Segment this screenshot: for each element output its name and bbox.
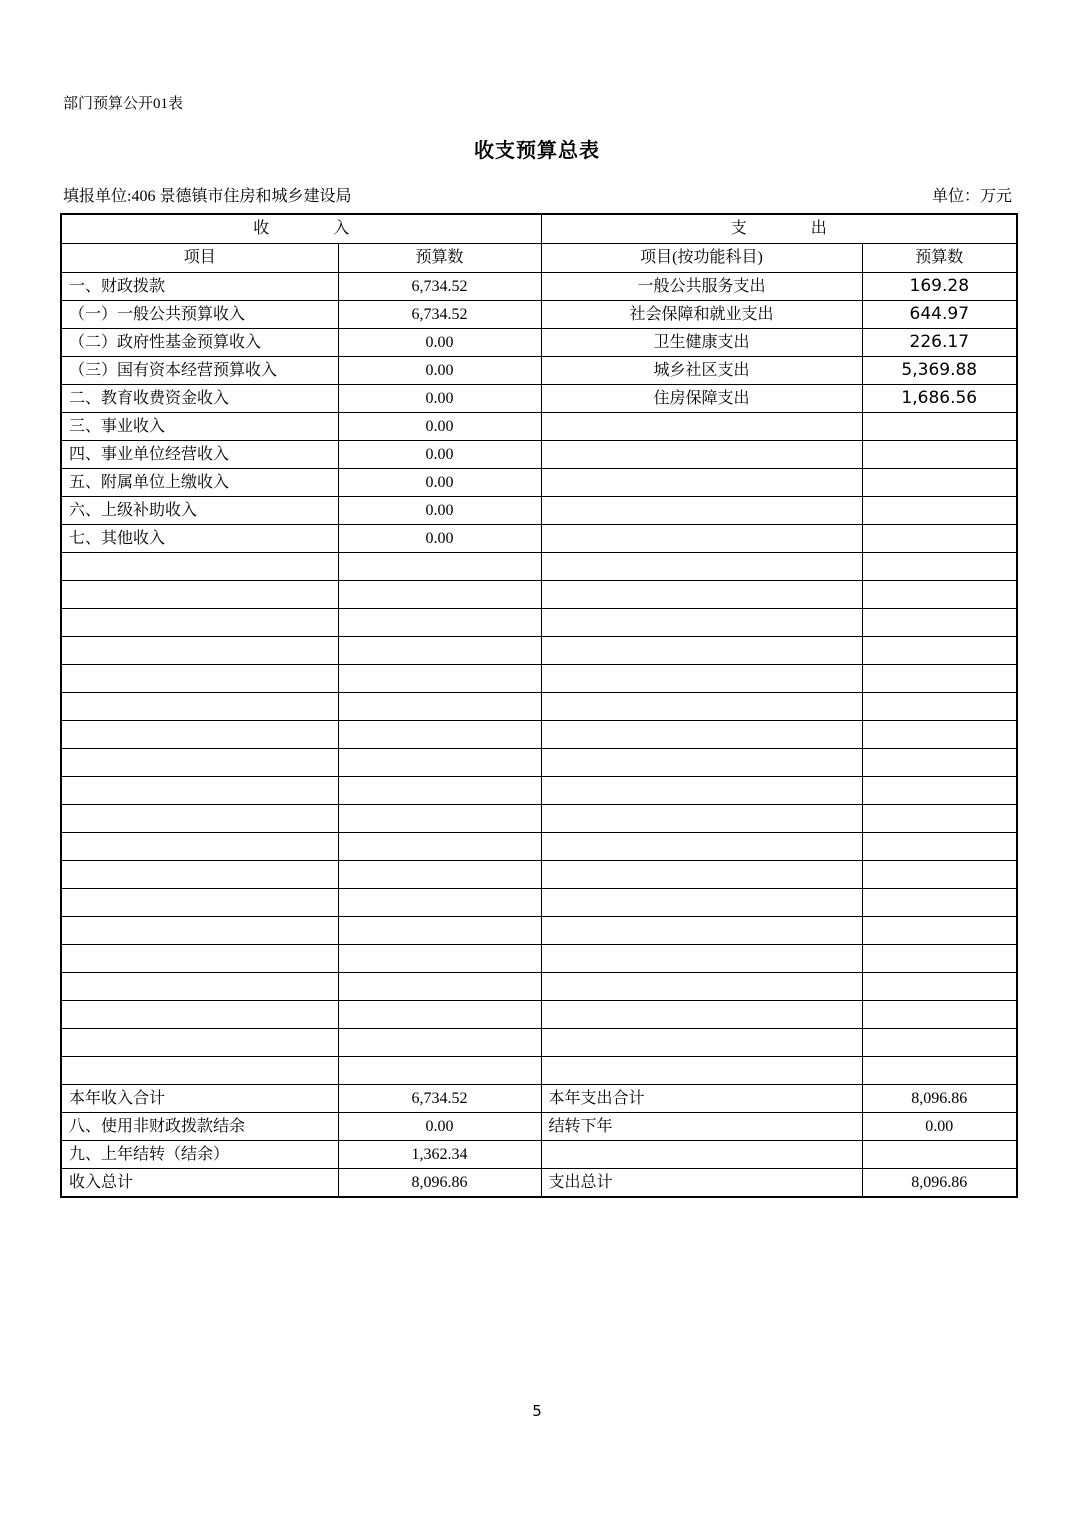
income-item-cell: 一、财政拨款 bbox=[61, 273, 338, 301]
expense-budget-cell bbox=[862, 525, 1017, 553]
income-budget-cell bbox=[338, 581, 541, 609]
table-body bbox=[61, 273, 1017, 1198]
income-item-cell: 二、教育收费资金收入 bbox=[61, 385, 338, 413]
expense-item-cell bbox=[541, 833, 862, 861]
income-item-cell bbox=[61, 973, 338, 1001]
income-item-cell bbox=[61, 553, 338, 581]
empty-row bbox=[61, 637, 1017, 665]
empty-row bbox=[61, 777, 1017, 805]
income-item-cell bbox=[61, 889, 338, 917]
empty-row bbox=[61, 917, 1017, 945]
expense-budget-cell bbox=[862, 1141, 1017, 1169]
empty-row bbox=[61, 973, 1017, 1001]
expense-budget-cell bbox=[862, 973, 1017, 1001]
income-item-cell: 九、上年结转（结余） bbox=[61, 1141, 338, 1169]
table-row bbox=[61, 329, 1017, 357]
column-header-income-budget: 预算数 bbox=[338, 244, 541, 273]
income-budget-cell: 0.00 bbox=[338, 385, 541, 413]
income-item-cell bbox=[61, 1057, 338, 1085]
income-item-cell: （三）国有资本经营预算收入 bbox=[61, 357, 338, 385]
column-header-row bbox=[61, 244, 1017, 273]
table-row bbox=[61, 441, 1017, 469]
income-budget-cell bbox=[338, 721, 541, 749]
income-item-cell bbox=[61, 1001, 338, 1029]
income-item-cell: 四、事业单位经营收入 bbox=[61, 441, 338, 469]
expense-item-cell bbox=[541, 917, 862, 945]
page-title: 收支预算总表 bbox=[474, 140, 600, 162]
expense-item-cell bbox=[541, 805, 862, 833]
income-item-cell: 五、附属单位上缴收入 bbox=[61, 469, 338, 497]
expense-item-cell bbox=[541, 553, 862, 581]
expense-budget-cell bbox=[862, 917, 1017, 945]
expense-budget-cell bbox=[862, 805, 1017, 833]
expense-item-cell bbox=[541, 581, 862, 609]
empty-row bbox=[61, 693, 1017, 721]
table-row bbox=[61, 1085, 1017, 1113]
expense-item-cell: 支出总计 bbox=[541, 1169, 862, 1198]
income-budget-cell bbox=[338, 693, 541, 721]
expense-budget-cell bbox=[862, 1057, 1017, 1085]
expense-item-cell bbox=[541, 777, 862, 805]
income-budget-cell: 0.00 bbox=[338, 413, 541, 441]
expense-item-cell bbox=[541, 413, 862, 441]
empty-row bbox=[61, 861, 1017, 889]
expense-item-cell bbox=[541, 945, 862, 973]
expense-budget-cell bbox=[862, 721, 1017, 749]
income-budget-cell bbox=[338, 973, 541, 1001]
income-item-cell bbox=[61, 805, 338, 833]
income-item-cell: 七、其他收入 bbox=[61, 525, 338, 553]
income-budget-cell: 0.00 bbox=[338, 357, 541, 385]
income-item-cell bbox=[61, 833, 338, 861]
income-budget-cell bbox=[338, 1057, 541, 1085]
expense-budget-cell bbox=[862, 609, 1017, 637]
expense-item-cell bbox=[541, 973, 862, 1001]
income-item-cell bbox=[61, 609, 338, 637]
expense-budget-cell: 644.97 bbox=[862, 301, 1017, 329]
income-item-cell bbox=[61, 721, 338, 749]
empty-row bbox=[61, 805, 1017, 833]
expense-item-cell bbox=[541, 497, 862, 525]
group-header-row bbox=[61, 214, 1017, 244]
empty-row bbox=[61, 1001, 1017, 1029]
expense-budget-cell bbox=[862, 693, 1017, 721]
income-budget-cell: 0.00 bbox=[338, 1113, 541, 1141]
group-header-income: 收 入 bbox=[61, 214, 541, 244]
page-number: 5 bbox=[532, 1402, 542, 1420]
meta-row bbox=[63, 183, 1012, 206]
table-row bbox=[61, 525, 1017, 553]
expense-item-cell bbox=[541, 525, 862, 553]
expense-budget-cell bbox=[862, 1029, 1017, 1057]
income-budget-cell: 0.00 bbox=[338, 469, 541, 497]
income-budget-cell: 0.00 bbox=[338, 441, 541, 469]
unit-note: 单位：万元 bbox=[931, 188, 1012, 205]
expense-item-cell: 卫生健康支出 bbox=[541, 329, 862, 357]
empty-row bbox=[61, 609, 1017, 637]
expense-item-cell bbox=[541, 637, 862, 665]
expense-budget-cell bbox=[862, 665, 1017, 693]
expense-budget-cell: 8,096.86 bbox=[862, 1169, 1017, 1198]
expense-budget-cell bbox=[862, 441, 1017, 469]
income-budget-cell bbox=[338, 889, 541, 917]
income-budget-cell bbox=[338, 805, 541, 833]
expense-budget-cell bbox=[862, 413, 1017, 441]
expense-budget-cell: 169.28 bbox=[862, 273, 1017, 301]
expense-item-cell: 本年支出合计 bbox=[541, 1085, 862, 1113]
empty-row bbox=[61, 581, 1017, 609]
expense-budget-cell: 226.17 bbox=[862, 329, 1017, 357]
expense-item-cell bbox=[541, 1057, 862, 1085]
income-budget-cell bbox=[338, 1029, 541, 1057]
income-budget-cell: 1,362.34 bbox=[338, 1141, 541, 1169]
income-item-cell bbox=[61, 861, 338, 889]
expense-budget-cell bbox=[862, 469, 1017, 497]
income-budget-cell bbox=[338, 637, 541, 665]
income-budget-cell bbox=[338, 609, 541, 637]
expense-budget-cell bbox=[862, 777, 1017, 805]
expense-item-cell bbox=[541, 889, 862, 917]
table-head bbox=[61, 214, 1017, 273]
column-header-income-item: 项目 bbox=[61, 244, 338, 273]
expense-item-cell bbox=[541, 441, 862, 469]
expense-budget-cell bbox=[862, 861, 1017, 889]
income-budget-cell: 6,734.52 bbox=[338, 273, 541, 301]
expense-budget-cell bbox=[862, 497, 1017, 525]
income-item-cell: 收入总计 bbox=[61, 1169, 338, 1198]
income-budget-cell bbox=[338, 1001, 541, 1029]
income-budget-cell bbox=[338, 861, 541, 889]
income-budget-cell bbox=[338, 665, 541, 693]
income-budget-cell bbox=[338, 945, 541, 973]
income-budget-cell bbox=[338, 917, 541, 945]
expense-budget-cell: 0.00 bbox=[862, 1113, 1017, 1141]
expense-item-cell bbox=[541, 469, 862, 497]
expense-item-cell: 社会保障和就业支出 bbox=[541, 301, 862, 329]
empty-row bbox=[61, 889, 1017, 917]
income-item-cell bbox=[61, 581, 338, 609]
expense-item-cell bbox=[541, 609, 862, 637]
expense-item-cell bbox=[541, 1141, 862, 1169]
income-item-cell bbox=[61, 917, 338, 945]
table-row bbox=[61, 497, 1017, 525]
empty-row bbox=[61, 553, 1017, 581]
expense-item-cell bbox=[541, 665, 862, 693]
income-item-cell: 本年收入合计 bbox=[61, 1085, 338, 1113]
income-budget-cell: 0.00 bbox=[338, 329, 541, 357]
income-item-cell bbox=[61, 749, 338, 777]
table-row bbox=[61, 469, 1017, 497]
income-budget-cell: 0.00 bbox=[338, 525, 541, 553]
expense-budget-cell: 5,369.88 bbox=[862, 357, 1017, 385]
expense-budget-cell bbox=[862, 553, 1017, 581]
income-item-cell bbox=[61, 665, 338, 693]
table-row bbox=[61, 1169, 1017, 1198]
income-item-cell: 三、事业收入 bbox=[61, 413, 338, 441]
expense-item-cell bbox=[541, 1001, 862, 1029]
income-budget-cell bbox=[338, 553, 541, 581]
empty-row bbox=[61, 665, 1017, 693]
empty-row bbox=[61, 721, 1017, 749]
expense-item-cell bbox=[541, 749, 862, 777]
income-item-cell: 六、上级补助收入 bbox=[61, 497, 338, 525]
table-row bbox=[61, 413, 1017, 441]
income-budget-cell: 0.00 bbox=[338, 497, 541, 525]
empty-row bbox=[61, 833, 1017, 861]
empty-row bbox=[61, 945, 1017, 973]
expense-budget-cell bbox=[862, 945, 1017, 973]
empty-row bbox=[61, 749, 1017, 777]
income-item-cell bbox=[61, 693, 338, 721]
income-item-cell: 八、使用非财政拨款结余 bbox=[61, 1113, 338, 1141]
expense-budget-cell bbox=[862, 637, 1017, 665]
reporting-unit: 填报单位:406 景德镇市住房和城乡建设局 bbox=[63, 188, 352, 205]
income-budget-cell: 6,734.52 bbox=[338, 1085, 541, 1113]
expense-budget-cell bbox=[862, 1001, 1017, 1029]
expense-item-cell: 结转下年 bbox=[541, 1113, 862, 1141]
expense-item-cell: 一般公共服务支出 bbox=[541, 273, 862, 301]
income-budget-cell: 6,734.52 bbox=[338, 301, 541, 329]
empty-row bbox=[61, 1057, 1017, 1085]
table-row bbox=[61, 1113, 1017, 1141]
table-row bbox=[61, 1141, 1017, 1169]
expense-budget-cell: 8,096.86 bbox=[862, 1085, 1017, 1113]
income-item-cell bbox=[61, 637, 338, 665]
expense-budget-cell bbox=[862, 749, 1017, 777]
table-row bbox=[61, 357, 1017, 385]
expense-budget-cell bbox=[862, 581, 1017, 609]
doc-label: 部门预算公开01表 bbox=[63, 96, 184, 112]
income-budget-cell: 8,096.86 bbox=[338, 1169, 541, 1198]
income-budget-cell bbox=[338, 749, 541, 777]
income-budget-cell bbox=[338, 833, 541, 861]
table-row bbox=[61, 301, 1017, 329]
expense-budget-cell: 1,686.56 bbox=[862, 385, 1017, 413]
expense-budget-cell bbox=[862, 833, 1017, 861]
expense-item-cell bbox=[541, 721, 862, 749]
expense-item-cell: 城乡社区支出 bbox=[541, 357, 862, 385]
expense-item-cell bbox=[541, 861, 862, 889]
expense-item-cell bbox=[541, 693, 862, 721]
column-header-expense-item: 项目(按功能科目) bbox=[541, 244, 862, 273]
table-row bbox=[61, 273, 1017, 301]
income-budget-cell bbox=[338, 777, 541, 805]
expense-item-cell bbox=[541, 1029, 862, 1057]
group-header-expense: 支 出 bbox=[541, 214, 1017, 244]
income-item-cell bbox=[61, 945, 338, 973]
budget-table bbox=[60, 213, 1018, 1198]
empty-row bbox=[61, 1029, 1017, 1057]
table-row bbox=[61, 385, 1017, 413]
expense-item-cell: 住房保障支出 bbox=[541, 385, 862, 413]
income-item-cell: （一）一般公共预算收入 bbox=[61, 301, 338, 329]
column-header-expense-budget: 预算数 bbox=[862, 244, 1017, 273]
income-item-cell: （二）政府性基金预算收入 bbox=[61, 329, 338, 357]
income-item-cell bbox=[61, 777, 338, 805]
expense-budget-cell bbox=[862, 889, 1017, 917]
income-item-cell bbox=[61, 1029, 338, 1057]
